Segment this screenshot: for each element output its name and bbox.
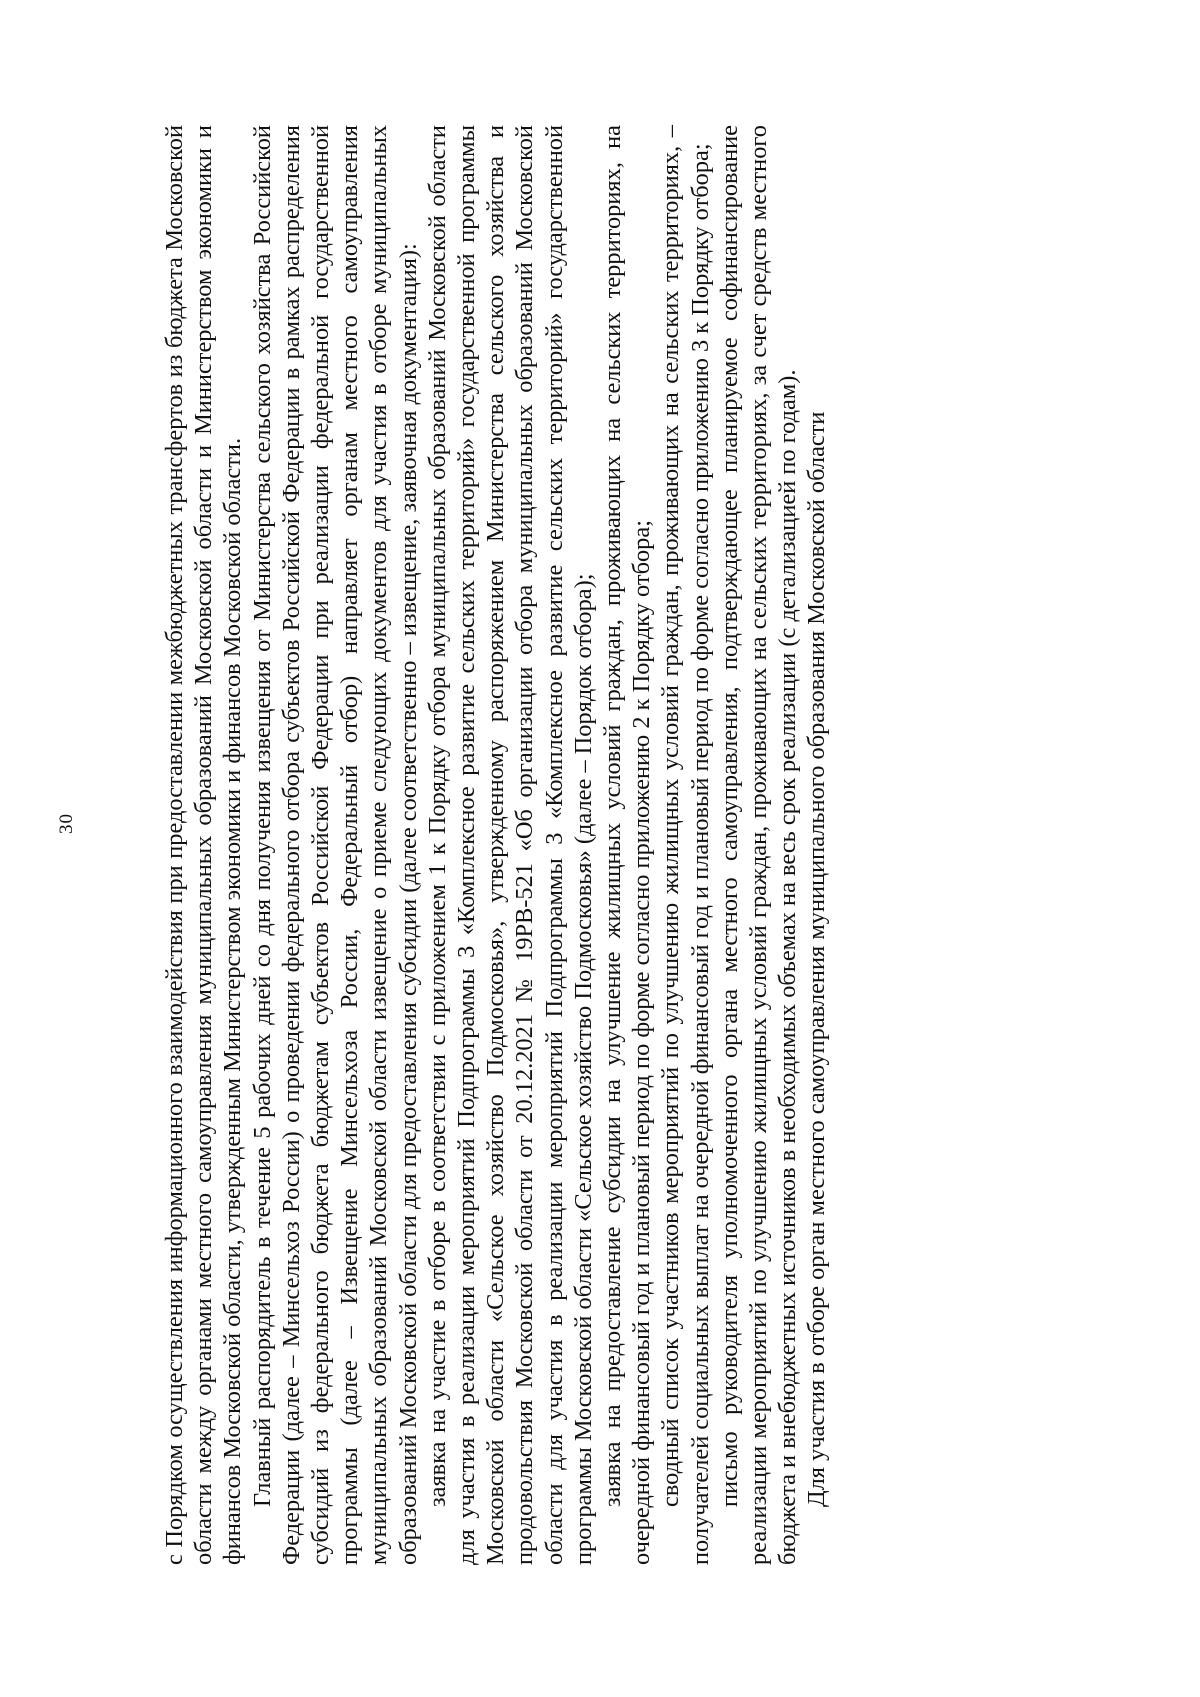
paragraph-order-reference: с Порядком осуществления информационного взаимодействия при предоставлении межбюджетных трансфертов из бюджета Московской области между органами местного самоуправления муниципальных образований Московской области и Министерством экономики и финансов Московской области, утвержденным Министерством экономики и финансов Московской области.: [161, 125, 247, 1565]
document-body: [160, 125, 832, 1565]
page-number: 30: [56, 813, 77, 834]
paragraph-head-letter: письмо руководителя уполномоченного органа местного самоуправления, подтверждающее планируемое софинансирование реализации мероприятий по улучшению жилищных условий граждан, проживающих на сельских территориях, за счет средств местного бюджета и внебюджетных источников в необходимых объемах на весь срок реализации (с детализацией по годам).: [715, 125, 802, 1565]
paragraph-consolidated-list: сводный список участников мероприятий по улучшению жилищных условий граждан, проживающих на сельских территориях, – получателей социальных выплат на очередной финансовый год и плановый период по форме согласно приложению 3 к Порядку отбора;: [657, 125, 714, 1565]
paragraph-main-distributor: Главный распорядитель в течение 5 рабочих дней со дня получения извещения от Министерства сельского хозяйства Российской Федерации (далее – Минсельхоз России) о проведении федерального отбора субъектов Российской Федерации в рамках распределения субсидий из федерального бюджета бюджетам субъектов Российской Федерации при реализации федеральной государственной программы (далее – Извещение Минсельхоза России, Федеральный отбор) направляет органам местного самоуправления муниципальных образований Московской области извещение о приеме следующих документов для участия в отборе муниципальных образований Московской области для предоставления субсидии (далее соответственно – извещение, заявочная документация):: [248, 125, 422, 1565]
paragraph-participation: Для участия в отборе орган местного самоуправления муниципального образования Московской области: [803, 411, 831, 1507]
paragraph-application-subsidy: заявка на предоставление субсидии на улучшение жилищных условий граждан, проживающих на сельских территориях, на очередной финансовый год и плановый период по форме согласно приложению 2 к Порядку отбора;: [599, 125, 656, 1565]
paragraph-application-selection: заявка на участие в отборе в соответствии с приложением 1 к Порядку отбора муниципальных образований Московской области для участия в реализации мероприятий Подпрограммы 3 «Комплексное развитие сельских территорий» государственной программы Московской области «Сельское хозяйство Подмосковья», утвержденному распоряжением Министерства сельского хозяйства и продовольствия Московской области от 20.12.2021 № 19РВ-521 «Об организации отбора муниципальных образований Московской области для участия в реализации мероприятий Подпрограммы 3 «Комплексное развитие сельских территорий» государственной программы Московской области «Сельское хозяйство Подмосковья» (далее – Порядок отбора);: [423, 125, 597, 1565]
rotated-page-content: [160, 125, 1060, 1565]
